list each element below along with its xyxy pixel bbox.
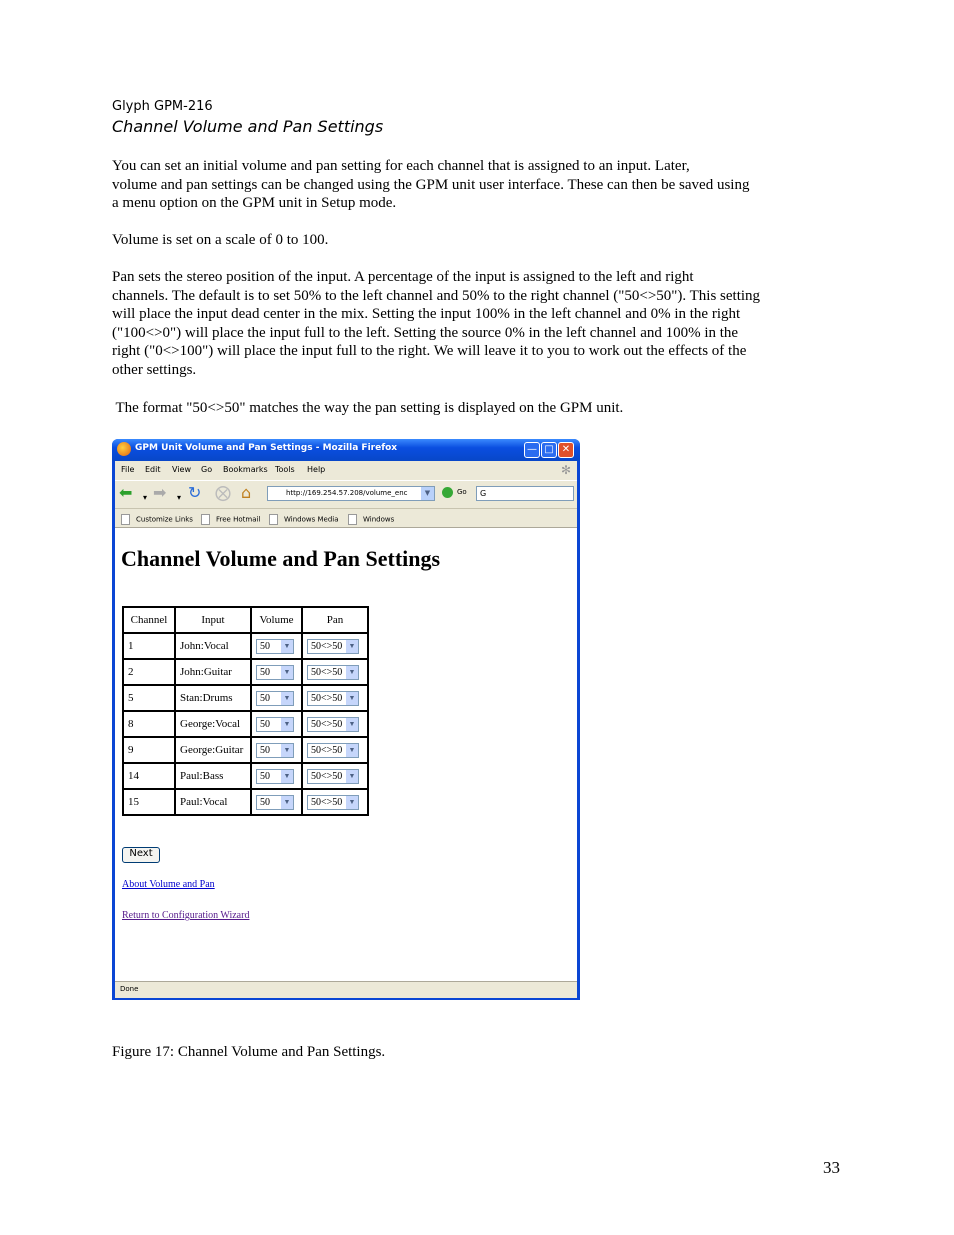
section-title: Channel Volume and Pan Settings (112, 117, 384, 136)
volume-select[interactable]: 50 ▼ (256, 691, 294, 706)
table-row (123, 763, 368, 789)
volume-select[interactable]: 50 ▼ (256, 665, 294, 680)
chevron-down-icon: ▼ (281, 744, 293, 757)
paragraph-pan: Pan sets the stereo position of the input. A percentage of the input is assigned to the left and right channels. The default is to set 50% to the left channel and 50% to the right channel ("50<>50"). This setting will place the input dead center in the mix. Setting the input 100% in the left channel and 0% in the right ("100<>0") will place the input full to the left. Setting the source 0% in the left channel and 100% in the right ("0<>100") will place the input full to the right. We will leave it to you to work out the effects of the other settings. (112, 269, 761, 378)
page-heading: Channel Volume and Pan Settings (121, 546, 441, 571)
browser-client-area (115, 461, 577, 997)
pan-select[interactable]: 50<>50 ▼ (307, 769, 359, 784)
pan-select[interactable]: 50<>50 ▼ (307, 665, 359, 680)
column-header-channel: Channel (123, 607, 175, 633)
volume-cell (251, 763, 302, 789)
figure-caption: Figure 17: Channel Volume and Pan Settings. (112, 1044, 386, 1060)
volume-cell (251, 685, 302, 711)
next-button[interactable]: Next (122, 847, 160, 863)
input-cell: John:Vocal (175, 633, 251, 659)
menu-bar (115, 461, 577, 479)
channel-cell: 15 (123, 789, 175, 815)
bookmark-free-hotmail[interactable]: Free Hotmail (201, 514, 260, 525)
input-cell: George:Guitar (175, 737, 251, 763)
paragraph-volume: Volume is set on a scale of 0 to 100. (112, 232, 329, 248)
stop-icon[interactable]: ⨂ (215, 483, 231, 502)
volume-select[interactable]: 50 ▼ (256, 743, 294, 758)
chevron-down-icon: ▼ (281, 718, 293, 731)
channel-settings-table (122, 606, 369, 816)
firefox-window-screenshot (112, 439, 580, 1000)
pan-cell (302, 789, 368, 815)
channel-cell: 9 (123, 737, 175, 763)
chevron-down-icon: ▼ (281, 640, 293, 653)
table-row (123, 711, 368, 737)
chevron-down-icon: ▼ (346, 640, 358, 653)
pan-select[interactable]: 50<>50 ▼ (307, 691, 359, 706)
bookmark-customize-links[interactable]: Customize Links (121, 514, 193, 525)
input-cell: George:Vocal (175, 711, 251, 737)
table-row (123, 685, 368, 711)
throbber-icon: ✻ (560, 463, 571, 477)
bookmark-windows[interactable]: Windows (348, 514, 394, 525)
pan-cell (302, 763, 368, 789)
forward-dropdown-icon[interactable]: ▾ (177, 493, 182, 502)
close-icon[interactable]: ✕ (558, 442, 574, 458)
window-titlebar (112, 439, 580, 461)
bookmarks-toolbar (115, 508, 577, 527)
reload-icon[interactable]: ↻ (188, 483, 202, 502)
chevron-down-icon: ▼ (346, 718, 358, 731)
pan-cell (302, 737, 368, 763)
column-header-input: Input (175, 607, 251, 633)
window-title: GPM Unit Volume and Pan Settings - Mozilla Firefox (135, 443, 398, 453)
status-text: Done (120, 985, 139, 993)
chevron-down-icon: ▼ (281, 666, 293, 679)
input-cell: Paul:Bass (175, 763, 251, 789)
doc-header: Glyph GPM-216 (112, 99, 213, 114)
home-icon[interactable]: ⌂ (241, 483, 252, 502)
search-input[interactable] (476, 486, 574, 501)
pan-cell (302, 711, 368, 737)
pan-select[interactable]: 50<>50 ▼ (307, 795, 359, 810)
back-dropdown-icon[interactable]: ▾ (143, 493, 148, 502)
input-cell: Stan:Drums (175, 685, 251, 711)
channel-cell: 8 (123, 711, 175, 737)
pan-cell (302, 659, 368, 685)
table-row (123, 633, 368, 659)
paragraph-intro: You can set an initial volume and pan setting for each channel that is assigned to an input. Later, volume and pan settings can be changed using the GPM unit user interface. These can then be saved using a menu option on the GPM unit in Setup mode. (112, 158, 750, 212)
chevron-down-icon: ▼ (346, 692, 358, 705)
google-search-icon: G (480, 489, 487, 498)
forward-icon[interactable]: ➡ (153, 483, 167, 502)
chevron-down-icon: ▼ (346, 744, 358, 757)
column-header-volume: Volume (251, 607, 302, 633)
back-icon[interactable]: ⬅ (119, 483, 133, 502)
page-icon (201, 514, 210, 525)
volume-cell (251, 789, 302, 815)
volume-select[interactable]: 50 ▼ (256, 795, 294, 810)
table-row (123, 789, 368, 815)
go-icon[interactable] (442, 487, 453, 498)
url-dropdown-icon[interactable]: ▼ (421, 487, 434, 500)
firefox-logo-icon (117, 442, 131, 456)
input-cell: John:Guitar (175, 659, 251, 685)
chevron-down-icon: ▼ (281, 692, 293, 705)
chevron-down-icon: ▼ (346, 770, 358, 783)
menu-tools[interactable]: Tools (275, 465, 295, 474)
return-config-wizard-link[interactable]: Return to Configuration Wizard (122, 910, 250, 921)
page-icon (269, 514, 278, 525)
volume-cell (251, 737, 302, 763)
url-input[interactable]: http://169.254.57.208/volume_enc (267, 486, 435, 501)
channel-cell: 2 (123, 659, 175, 685)
pan-select[interactable]: 50<>50 ▼ (307, 717, 359, 732)
menu-file[interactable]: File (121, 465, 135, 474)
channel-cell: 5 (123, 685, 175, 711)
bookmark-windows-media[interactable]: Windows Media (269, 514, 339, 525)
chevron-down-icon: ▼ (281, 796, 293, 809)
chevron-down-icon: ▼ (346, 796, 358, 809)
channel-cell: 1 (123, 633, 175, 659)
pan-select[interactable]: 50<>50 ▼ (307, 639, 359, 654)
column-header-pan: Pan (302, 607, 368, 633)
page-icon (348, 514, 357, 525)
channel-cell: 14 (123, 763, 175, 789)
page-number: 33 (823, 1158, 840, 1177)
chevron-down-icon: ▼ (281, 770, 293, 783)
paragraph-format: The format "50<>50" matches the way the pan setting is displayed on the GPM unit. (112, 400, 624, 416)
menu-bookmarks[interactable]: Bookmarks (223, 465, 268, 474)
menu-edit[interactable]: Edit (145, 465, 161, 474)
volume-select[interactable]: 50 ▼ (256, 639, 294, 654)
status-bar (115, 981, 577, 998)
pan-select[interactable]: 50<>50 ▼ (307, 743, 359, 758)
maximize-icon[interactable]: □ (541, 442, 557, 458)
web-page-content (115, 527, 577, 982)
about-volume-pan-link[interactable]: About Volume and Pan (122, 879, 215, 890)
input-cell: Paul:Vocal (175, 789, 251, 815)
pan-cell (302, 685, 368, 711)
go-button[interactable]: Go (457, 488, 467, 496)
channel-table-body (123, 633, 368, 815)
volume-cell (251, 633, 302, 659)
volume-select[interactable]: 50 ▼ (256, 717, 294, 732)
pan-cell (302, 633, 368, 659)
menu-help[interactable]: Help (307, 465, 326, 474)
navigation-toolbar (115, 480, 577, 507)
table-row (123, 659, 368, 685)
menu-go[interactable]: Go (201, 465, 213, 474)
volume-cell (251, 659, 302, 685)
page-icon (121, 514, 130, 525)
table-row (123, 737, 368, 763)
volume-cell (251, 711, 302, 737)
minimize-icon[interactable]: — (524, 442, 540, 458)
chevron-down-icon: ▼ (346, 666, 358, 679)
volume-select[interactable]: 50 ▼ (256, 769, 294, 784)
menu-view[interactable]: View (172, 465, 191, 474)
